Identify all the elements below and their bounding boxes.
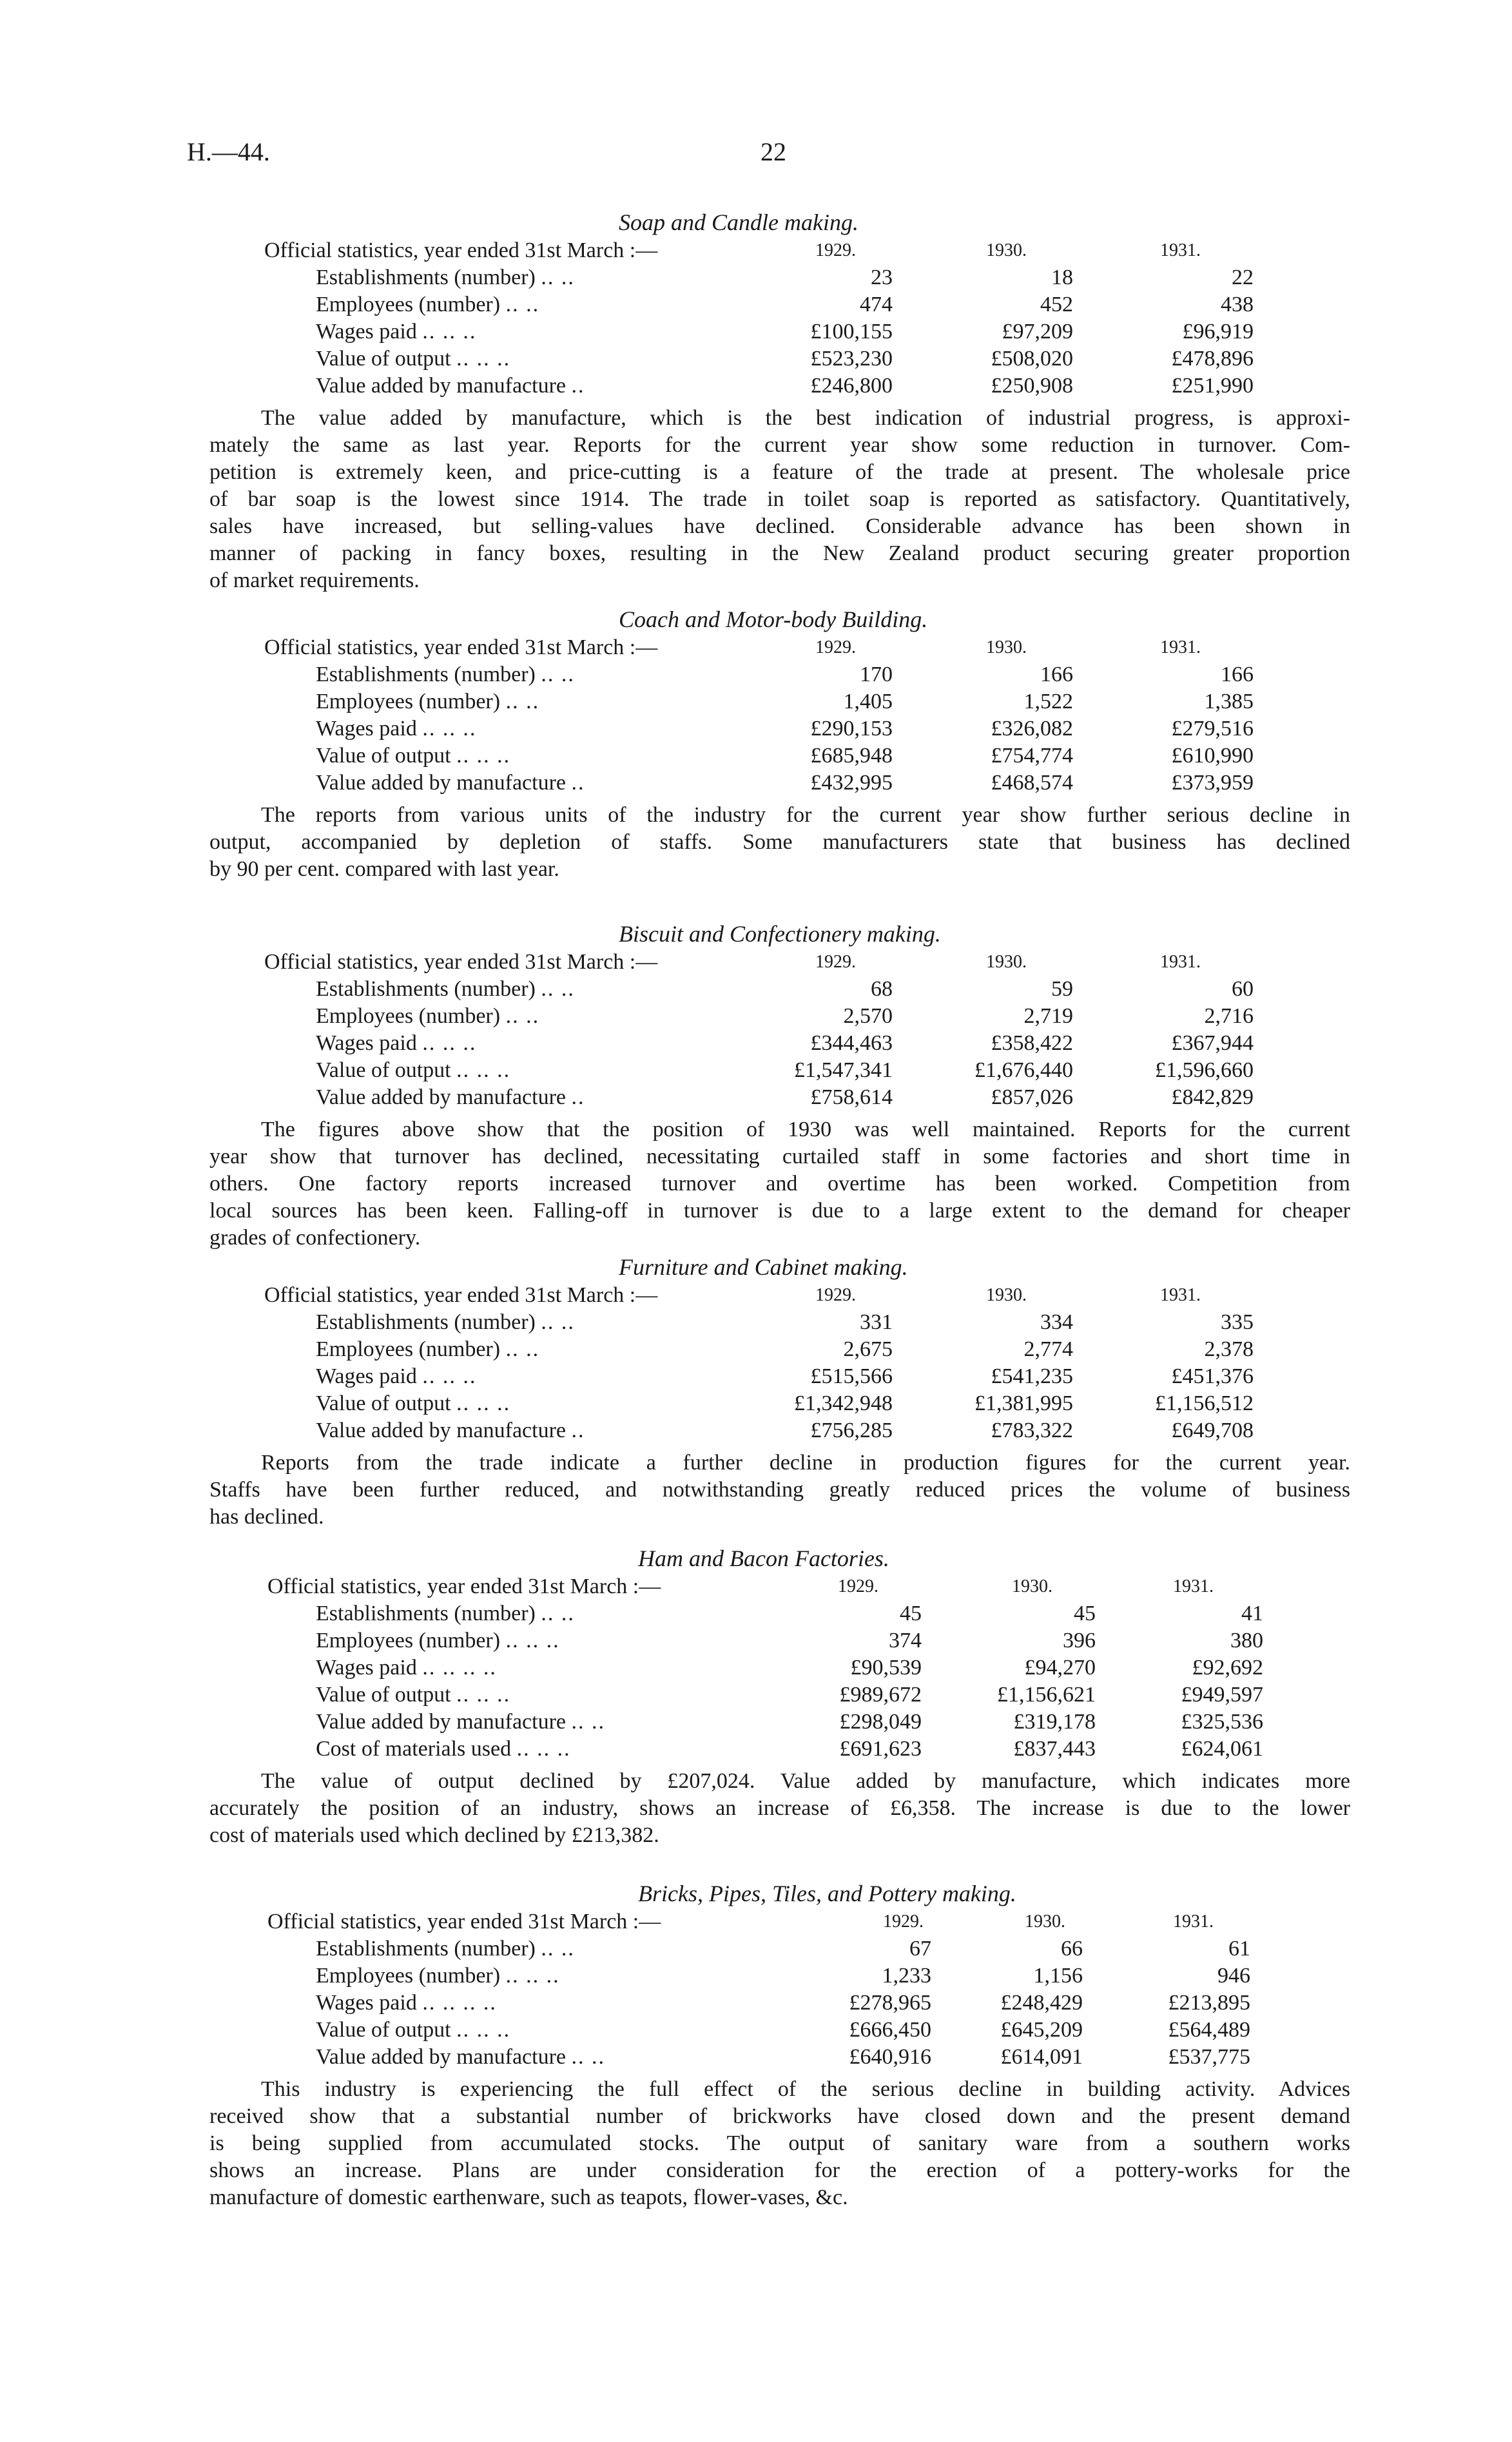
page-number: 22 [761, 137, 786, 166]
table-cell: 1,522 [1023, 690, 1073, 713]
table-cell: 67 [909, 1937, 931, 1961]
year-column-header: 1929. [883, 1912, 924, 1932]
table-cell: £325,536 [1181, 1710, 1263, 1734]
row-label: Value of output .. .. .. [316, 1391, 511, 1415]
table-intro: Official statistics, year ended 31st March :— [264, 635, 658, 659]
table-cell: 59 [1051, 977, 1073, 1001]
row-label: Establishments (number) .. .. [316, 266, 575, 289]
table-cell: £754,774 [991, 744, 1073, 768]
table-cell: 334 [1040, 1310, 1073, 1334]
table-intro: Official statistics, year ended 31st March :— [267, 1910, 661, 1933]
table-cell: £989,672 [839, 1683, 922, 1707]
row-label: Employees (number) .. .. [316, 293, 540, 316]
table-cell: 166 [1221, 663, 1254, 686]
table-cell: 18 [1051, 266, 1073, 289]
table-cell: £290,153 [810, 717, 893, 741]
table-cell: 2,675 [843, 1337, 893, 1361]
table-cell: £645,209 [1000, 2018, 1083, 2042]
table-cell: £326,082 [991, 717, 1073, 741]
table-cell: £614,091 [1000, 2045, 1083, 2069]
table-row [0, 1736, 1512, 1763]
table-row [0, 2044, 1512, 2071]
year-column-header: 1931. [1160, 1285, 1201, 1305]
row-label: Value added by manufacture .. [316, 1419, 585, 1442]
year-column-header: 1931. [1160, 952, 1201, 972]
table-intro: Official statistics, year ended 31st March :— [264, 238, 658, 262]
table-cell: £478,896 [1171, 347, 1254, 371]
table-cell: £541,235 [991, 1364, 1073, 1388]
section-paragraph: Reports from the trade indicate a further decline in production figures for the current year. Staffs have been further reduced, and notwithstanding greatly reduced prices the volume of business has declined. [209, 1451, 1350, 1529]
row-label: Establishments (number) .. .. [316, 1937, 575, 1961]
table-row [0, 345, 1512, 373]
table-cell: £610,990 [1171, 744, 1254, 768]
table-row [0, 2017, 1512, 2044]
table-row [0, 1681, 1512, 1709]
page-reference: H.—44. [187, 137, 270, 166]
row-label: Employees (number) .. .. [316, 1337, 540, 1361]
row-label: Employees (number) .. .. .. [316, 1964, 560, 1988]
table-cell: £1,156,512 [1155, 1391, 1254, 1415]
table-header-row [0, 1573, 1512, 1600]
section-paragraph: The value added by manufacture, which is the best indication of industrial progress, is approxi- mately the same as last year. Reports for the current year show some reduction in turnover. Com- petition is extremely keen, and price-cutting is a feature of the trade at present. The wholesale price of bar soap is the lowest since 1914. The trade in toilet soap is reported as satisfactory. Quantitatively, sales have increased, but selling-values have declined. Considerable advance has been shown in manner of packing in fancy boxes, resulting in the New Zealand product securing greater proportion of market requirements. [209, 406, 1350, 592]
table-cell: £1,381,995 [974, 1391, 1073, 1415]
table-cell: 41 [1241, 1602, 1263, 1625]
table-cell: 66 [1061, 1937, 1083, 1961]
table-cell: £640,916 [849, 2045, 931, 2069]
table-cell: 452 [1040, 293, 1073, 316]
section-paragraph: This industry is experiencing the full effect of the serious decline in building activity. Advices received show that a substantial number of brickworks have closed down and the present demand is being supplied from accumulated stocks. The output of sanitary ware from a southern works shows an increase. Plans are under consideration for the erection of a pottery-works for the manufacture of domestic earthenware, such as teapots, flower-vases, &c. [209, 2077, 1350, 2209]
table-header-row [0, 1908, 1512, 1935]
table-cell: £783,322 [991, 1419, 1073, 1442]
row-label: Value added by manufacture .. [316, 374, 585, 398]
year-column-header: 1929. [815, 637, 856, 657]
table-cell: £373,959 [1171, 771, 1254, 795]
table-header-row [0, 1282, 1512, 1309]
table-cell: 474 [860, 293, 893, 316]
section-paragraph: The reports from various units of the industry for the current year show further serious decline in output, accompanied by depletion of staffs. Some manufacturers state that business has declined by 90 per cent. compared with last year. [209, 803, 1350, 881]
table-row [0, 715, 1512, 742]
year-column-header: 1929. [838, 1576, 878, 1596]
table-cell: £1,342,948 [794, 1391, 893, 1415]
table-cell: 23 [871, 266, 893, 289]
table-cell: £468,574 [991, 771, 1073, 795]
table-cell: £278,965 [849, 1991, 931, 2015]
section [0, 1879, 1512, 2211]
row-label: Establishments (number) .. .. [316, 1310, 575, 1334]
year-column-header: 1931. [1160, 240, 1201, 260]
table-row [0, 1057, 1512, 1084]
table-cell: 60 [1232, 977, 1254, 1001]
table-cell: 68 [871, 977, 893, 1001]
table-row [0, 1935, 1512, 1962]
table-cell: 331 [860, 1310, 893, 1334]
table-row [0, 264, 1512, 291]
table-cell: £248,429 [1000, 1991, 1083, 2015]
row-label: Value of output .. .. .. [316, 744, 511, 768]
table-row [0, 1627, 1512, 1654]
year-column-header: 1929. [815, 952, 856, 972]
table-cell: £624,061 [1181, 1737, 1263, 1761]
table-cell: £1,547,341 [794, 1058, 893, 1082]
table-cell: 2,719 [1023, 1004, 1073, 1028]
table-row [0, 1962, 1512, 1990]
table-cell: 335 [1221, 1310, 1254, 1334]
section-title: Furniture and Cabinet making. [619, 1254, 908, 1280]
section-paragraph: The figures above show that the position of 1930 was well maintained. Reports for the current year show that turnover has declined, necessitating curtailed staff in some factories and short time in others. One factory reports increased turnover and overtime has been worked. Competition from local sources has been keen. Falling-off in turnover is due to a large extent to the demand for cheaper grades of confectionery. [209, 1118, 1350, 1250]
table-row [0, 318, 1512, 345]
table-row [0, 976, 1512, 1003]
table-row [0, 373, 1512, 400]
table-cell: £432,995 [810, 771, 893, 795]
table-header-row [0, 237, 1512, 264]
section [0, 919, 1512, 1252]
table-row [0, 291, 1512, 318]
table-row [0, 1709, 1512, 1736]
row-label: Value of output .. .. .. [316, 1683, 511, 1707]
section [0, 1544, 1512, 1849]
row-label: Establishments (number) .. .. [316, 977, 575, 1001]
table-row [0, 1336, 1512, 1363]
row-label: Establishments (number) .. .. [316, 663, 575, 686]
table-cell: £837,443 [1013, 1737, 1096, 1761]
table-cell: £1,676,440 [974, 1058, 1073, 1082]
section [0, 1252, 1512, 1531]
table-cell: £515,566 [810, 1364, 893, 1388]
table-row [0, 1417, 1512, 1444]
section-title: Ham and Bacon Factories. [638, 1546, 889, 1571]
table-row [0, 1654, 1512, 1681]
row-label: Value of output .. .. .. [316, 347, 511, 371]
table-cell: 1,233 [882, 1964, 931, 1988]
table-cell: £96,919 [1182, 320, 1254, 344]
table-cell: £94,270 [1024, 1656, 1096, 1680]
row-label: Value of output .. .. .. [316, 1058, 511, 1082]
table-cell: £298,049 [839, 1710, 922, 1734]
section-title: Soap and Candle making. [619, 209, 858, 235]
row-label: Value added by manufacture .. .. [316, 1710, 605, 1734]
section-title: Coach and Motor-body Building. [619, 606, 928, 632]
year-column-header: 1931. [1173, 1576, 1214, 1596]
table-cell: £97,209 [1002, 320, 1073, 344]
table-intro: Official statistics, year ended 31st March :— [267, 1575, 661, 1598]
table-cell: 2,774 [1023, 1337, 1073, 1361]
row-label: Wages paid .. .. .. [316, 1364, 477, 1388]
table-cell: £1,596,660 [1155, 1058, 1254, 1082]
table-row [0, 688, 1512, 715]
row-label: Value added by manufacture .. .. [316, 2045, 605, 2069]
table-cell: 2,570 [843, 1004, 893, 1028]
table-cell: 170 [860, 663, 893, 686]
table-cell: 45 [1074, 1602, 1096, 1625]
table-cell: £508,020 [991, 347, 1073, 371]
table-cell: £213,895 [1168, 1991, 1250, 2015]
table-cell: £537,775 [1168, 2045, 1250, 2069]
table-cell: £758,614 [810, 1085, 893, 1109]
row-label: Establishments (number) .. .. [316, 1602, 575, 1625]
table-row [0, 1003, 1512, 1030]
table-cell: 166 [1040, 663, 1073, 686]
table-cell: £319,178 [1013, 1710, 1096, 1734]
row-label: Employees (number) .. .. [316, 690, 540, 713]
table-cell: £358,422 [991, 1031, 1073, 1055]
table-cell: £451,376 [1171, 1364, 1254, 1388]
table-header-row [0, 949, 1512, 976]
section [0, 208, 1512, 594]
table-cell: 22 [1232, 266, 1254, 289]
table-row [0, 1390, 1512, 1417]
table-cell: £251,990 [1171, 374, 1254, 398]
table-intro: Official statistics, year ended 31st March :— [264, 950, 658, 974]
table-cell: 946 [1217, 1964, 1250, 1988]
table-cell: £90,539 [850, 1656, 922, 1680]
row-label: Employees (number) .. .. [316, 1004, 540, 1028]
table-cell: £344,463 [810, 1031, 893, 1055]
table-cell: 2,378 [1204, 1337, 1254, 1361]
row-label: Value added by manufacture .. [316, 1085, 585, 1109]
table-row [0, 1363, 1512, 1390]
year-column-header: 1930. [986, 952, 1027, 972]
table-cell: 45 [900, 1602, 922, 1625]
table-row [0, 1030, 1512, 1057]
table-cell: 1,385 [1204, 690, 1254, 713]
table-row [0, 1600, 1512, 1627]
section-title: Biscuit and Confectionery making. [619, 921, 941, 947]
year-column-header: 1930. [986, 240, 1027, 260]
section-paragraph: The value of output declined by £207,024. Value added by manufacture, which indicates more accurately the position of an industry, shows an increase of £6,358. The increase is due to the lower cost of materials used which declined by £213,382. [209, 1769, 1350, 1847]
row-label: Cost of materials used .. .. .. [316, 1737, 571, 1761]
table-row [0, 661, 1512, 688]
row-label: Employees (number) .. .. .. [316, 1629, 560, 1652]
table-cell: £279,516 [1171, 717, 1254, 741]
year-column-header: 1930. [986, 1285, 1027, 1305]
table-cell: 1,405 [843, 690, 893, 713]
table-cell: £92,692 [1192, 1656, 1263, 1680]
table-cell: £857,026 [991, 1085, 1073, 1109]
table-cell: £691,623 [839, 1737, 922, 1761]
row-label: Value of output .. .. .. [316, 2018, 511, 2042]
section-title: Bricks, Pipes, Tiles, and Pottery making. [638, 1881, 1016, 1906]
table-cell: 1,156 [1033, 1964, 1083, 1988]
row-label: Wages paid .. .. .. .. [316, 1991, 497, 2015]
table-cell: £250,908 [991, 374, 1073, 398]
year-column-header: 1931. [1173, 1912, 1214, 1932]
table-cell: £666,450 [849, 2018, 931, 2042]
year-column-header: 1930. [1025, 1912, 1065, 1932]
year-column-header: 1930. [986, 637, 1027, 657]
row-label: Wages paid .. .. .. [316, 717, 477, 741]
table-cell: £100,155 [810, 320, 893, 344]
section [0, 605, 1512, 883]
row-label: Wages paid .. .. .. [316, 1031, 477, 1055]
table-cell: 374 [889, 1629, 922, 1652]
year-column-header: 1931. [1160, 637, 1201, 657]
table-cell: 380 [1230, 1629, 1263, 1652]
row-label: Wages paid .. .. .. .. [316, 1656, 497, 1680]
table-row [0, 1084, 1512, 1111]
year-column-header: 1929. [815, 240, 856, 260]
year-column-header: 1929. [815, 1285, 856, 1305]
table-row [0, 1309, 1512, 1336]
table-cell: 61 [1228, 1937, 1250, 1961]
table-cell: £949,597 [1181, 1683, 1263, 1707]
table-row [0, 742, 1512, 770]
table-cell: £649,708 [1171, 1419, 1254, 1442]
table-row [0, 770, 1512, 797]
table-cell: £523,230 [810, 347, 893, 371]
table-cell: 438 [1221, 293, 1254, 316]
row-label: Wages paid .. .. .. [316, 320, 477, 344]
table-intro: Official statistics, year ended 31st March :— [264, 1283, 658, 1307]
year-column-header: 1930. [1012, 1576, 1052, 1596]
table-cell: £564,489 [1168, 2018, 1250, 2042]
table-header-row [0, 634, 1512, 661]
row-label: Value added by manufacture .. [316, 771, 585, 795]
table-cell: £367,944 [1171, 1031, 1254, 1055]
table-cell: £685,948 [810, 744, 893, 768]
table-row [0, 1990, 1512, 2017]
table-cell: 396 [1063, 1629, 1096, 1652]
table-cell: £1,156,621 [997, 1683, 1096, 1707]
table-cell: £246,800 [810, 374, 893, 398]
table-cell: £756,285 [810, 1419, 893, 1442]
table-cell: £842,829 [1171, 1085, 1254, 1109]
table-cell: 2,716 [1204, 1004, 1254, 1028]
